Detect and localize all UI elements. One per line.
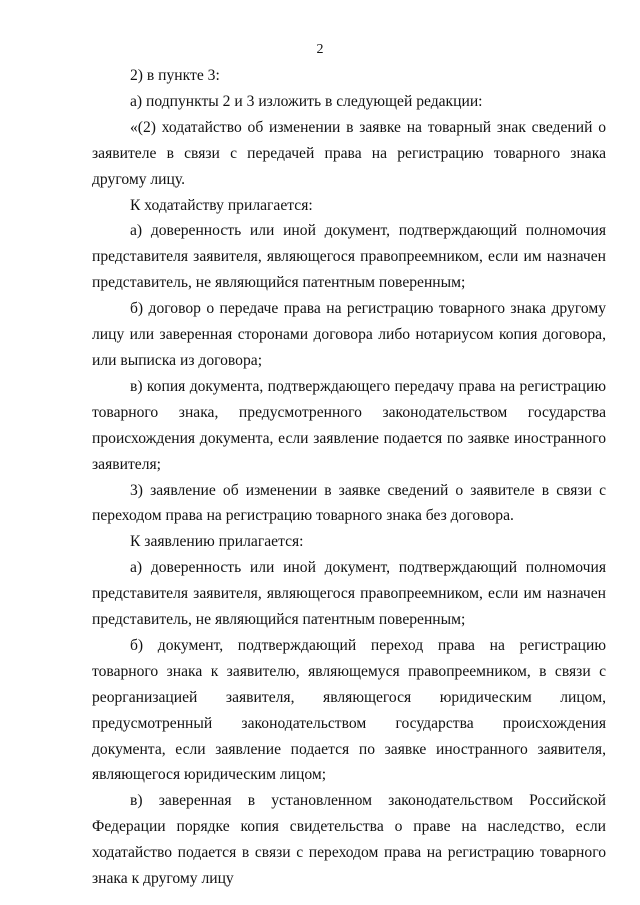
paragraph-petition-attachment-b: б) договор о передаче права на регистрацию товарного знака другому лицу или заверенная сторонами договора либо нотариусом копия договора, или выписка из договора; <box>92 300 606 369</box>
paragraph-application-attachment-v: в) заверенная в установленном законодательством Российской Федерации порядке копия свидетельства о праве на наследство, если ходатайство подается в связи с переходом права на регистрацию товарного знака к другому лицу <box>92 792 606 888</box>
paragraph-subitems-2-3-intro: а) подпункты 2 и 3 изложить в следующей редакции: <box>130 92 483 110</box>
paragraph-application-without-contract: 3) заявление об изменении в заявке сведений о заявителе в связи с переходом права на регистрацию товарного знака без договора. <box>92 481 606 525</box>
paragraph-item-2-point-3: 2) в пункте 3: <box>130 67 220 84</box>
paragraph-petition-attachments-heading: К ходатайству прилагается: <box>130 196 313 214</box>
paragraph-petition-attachment-a: а) доверенность или иной документ, подтверждающий полномочия представителя заявителя, являющегося правопреемником, если им назначен представитель, не являющийся патентным поверенным; <box>92 222 606 292</box>
paragraph-application-attachment-b: б) документ, подтверждающий переход права на регистрацию товарного знака к заявителю, являющемуся правопреемником, в связи с реорганизацией заявителя, являющегося юридическим лицом, предусмотренный законодательством государства происхождения документа, если заявление подается по заявке иностранного заявителя, являющегося юридическим лицом; <box>92 636 606 784</box>
page-number: 2 <box>316 42 324 57</box>
paragraph-petition-attachment-v: в) копия документа, подтверждающего передачу права на регистрацию товарного знака, предусмотренного законодательством государства происхождения документа, если заявление подается по заявке иностранного заявителя; <box>92 377 606 473</box>
paragraph-application-attachment-a: а) доверенность или иной документ, подтверждающий полномочия представителя заявителя, являющегося правопреемником, если им назначен представитель, не являющийся патентным поверенным; <box>92 559 606 629</box>
paragraph-application-attachments-heading: К заявлению прилагается: <box>130 533 304 551</box>
paragraph-petition-change-applicant: «(2) ходатайство об изменении в заявке на товарный знак сведений о заявителе в связи с передачей права на регистрацию товарного знака другому лицу. <box>92 118 606 188</box>
document-body <box>92 63 606 892</box>
